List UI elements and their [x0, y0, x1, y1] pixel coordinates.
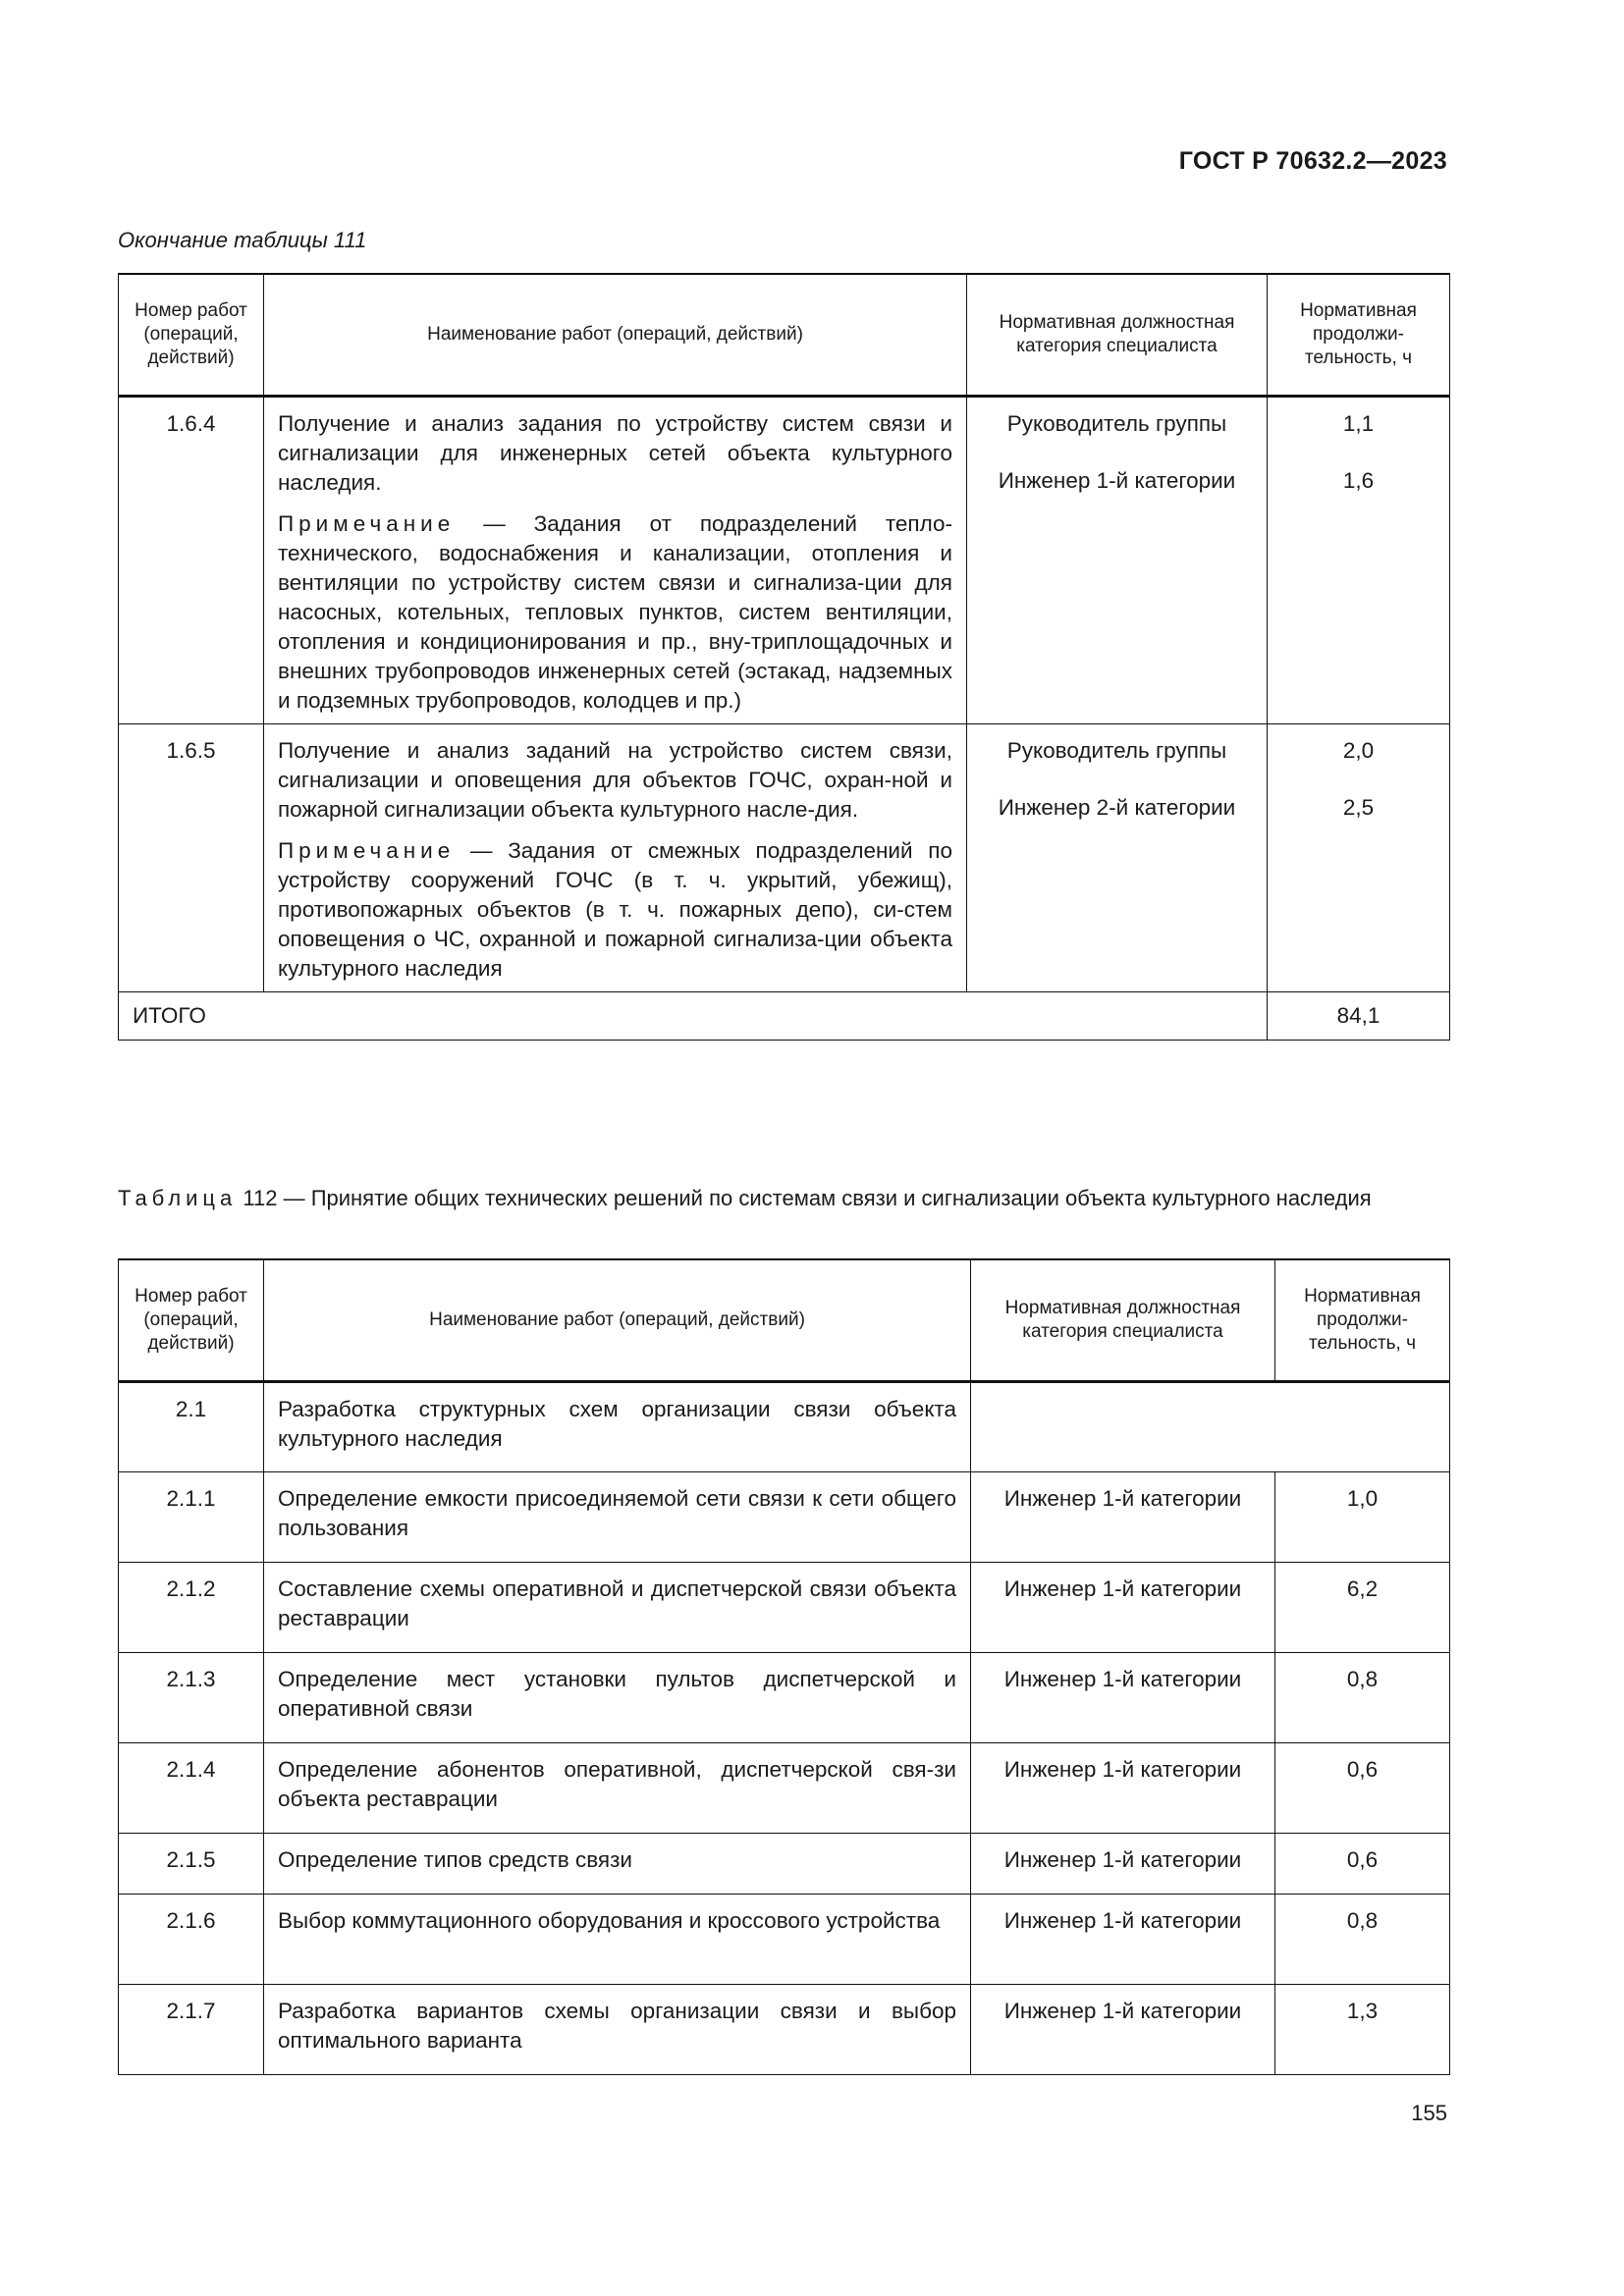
table-row [119, 396, 1450, 723]
row-number: 1.6.5 [119, 723, 264, 991]
row-work-name [264, 723, 967, 991]
table-row [119, 1833, 1450, 1894]
row-work-name [264, 396, 967, 723]
row-work-name: Разработка вариантов схемы организации связи и выбор оптимального варианта [264, 1984, 971, 2074]
row-duration: 6,2 [1275, 1562, 1450, 1652]
row-number: 2.1.4 [119, 1742, 264, 1833]
total-row [119, 991, 1450, 1040]
table-row [119, 1562, 1450, 1652]
row-number: 2.1.1 [119, 1471, 264, 1562]
table112-caption-label: Таблица [118, 1186, 238, 1210]
row-category [967, 396, 1268, 723]
row-duration: 0,8 [1275, 1652, 1450, 1742]
duration-value: 2,0 [1342, 737, 1375, 763]
table-row [119, 1471, 1450, 1562]
table-header-row [119, 1259, 1450, 1381]
duration-value: 1,6 [1342, 467, 1375, 493]
col-header-category: Нормативная должностная категория специалиста [967, 274, 1268, 396]
duration-value: 2,5 [1342, 794, 1375, 820]
col-header-category: Нормативная должностная категория специалиста [971, 1259, 1275, 1381]
work-description: Получение и анализ заданий на устройство систем связи, сигнализации и оповещения для объектов ГОЧС, охран-ной и пожарной сигнализации объекта культурного насле-дия. [278, 737, 952, 822]
note-text: — Задания от смежных подразделений по устройству сооружений ГОЧС (в т. ч. укрытий, убежищ), противопожарных объектов (в т. ч. пожарных депо), си-стем оповещения о ЧС, охранной и пожарной сигнализа-ции объекта культурного наследия [278, 837, 952, 981]
row-duration: 1,3 [1275, 1984, 1450, 2074]
row-category: Инженер 1-й категории [971, 1894, 1275, 1984]
row-category: Инженер 1-й категории [971, 1742, 1275, 1833]
row-number: 1.6.4 [119, 396, 264, 723]
row-duration [1268, 723, 1450, 991]
row-duration: 0,6 [1275, 1833, 1450, 1894]
work-note [278, 836, 952, 984]
table-row [119, 1742, 1450, 1833]
work-description: Получение и анализ задания по устройству систем связи и сигнализации для инженерных сетей объекта культурного наследия. [278, 410, 952, 495]
row-number: 2.1.5 [119, 1833, 264, 1894]
row-duration [1268, 396, 1450, 723]
duration-value: 1,1 [1342, 410, 1375, 436]
table-row [119, 1652, 1450, 1742]
table-111 [118, 273, 1450, 1041]
col-header-num: Номер работ (операций, действий) [119, 274, 264, 396]
row-duration: 0,6 [1275, 1742, 1450, 1833]
table-row [119, 723, 1450, 991]
total-value: 84,1 [1268, 991, 1450, 1040]
row-category: Инженер 1-й категории [971, 1562, 1275, 1652]
table-header-row [119, 274, 1450, 396]
row-duration: 1,0 [1275, 1471, 1450, 1562]
table-row [119, 1381, 1450, 1471]
row-number: 2.1 [119, 1381, 264, 1471]
col-header-name: Наименование работ (операций, действий) [264, 1259, 971, 1381]
row-number: 2.1.2 [119, 1562, 264, 1652]
category-value: Инженер 2-й категории [998, 794, 1236, 820]
row-empty-cells [971, 1381, 1450, 1471]
row-category: Инженер 1-й категории [971, 1833, 1275, 1894]
page-number: 155 [1411, 2101, 1447, 2125]
row-work-name: Определение мест установки пультов диспетчерской и оперативной связи [264, 1652, 971, 1742]
row-number: 2.1.3 [119, 1652, 264, 1742]
col-header-duration: Нормативная продолжи-тельность, ч [1275, 1259, 1450, 1381]
document-code: ГОСТ Р 70632.2—2023 [1178, 147, 1447, 175]
table111-continuation-caption: Окончание таблицы 111 [118, 228, 367, 252]
row-work-name: Определение емкости присоединяемой сети связи к сети общего пользования [264, 1471, 971, 1562]
row-duration: 0,8 [1275, 1894, 1450, 1984]
col-header-num: Номер работ (операций, действий) [119, 1259, 264, 1381]
note-label: Примечание [278, 510, 456, 536]
row-number: 2.1.6 [119, 1894, 264, 1984]
total-label: ИТОГО [119, 991, 1268, 1040]
row-work-name: Разработка структурных схем организации связи объекта культурного наследия [264, 1381, 971, 1471]
table-row [119, 1894, 1450, 1984]
row-category: Инженер 1-й категории [971, 1652, 1275, 1742]
note-text: — Задания от подразделений тепло-технического, водоснабжения и канализации, отопления и вентиляции по устройству систем связи и сигнализа-ции для насосных, котельных, тепловых пунктов, систем вентиляции, отопления и кондиционирования и пр., вну-триплощадочных и внешних трубопроводов инженерных сетей (эстакад, надземных и подземных трубопроводов, колодцев и пр.) [278, 510, 952, 713]
table112-caption [118, 1184, 1448, 1213]
category-value: Инженер 1-й категории [998, 467, 1236, 493]
col-header-name: Наименование работ (операций, действий) [264, 274, 967, 396]
row-work-name: Выбор коммутационного оборудования и кроссового устройства [264, 1894, 971, 1984]
table-row [119, 1984, 1450, 2074]
table112-caption-text: 112 — Принятие общих технических решений по системам связи и сигнализации объекта культурного наследия [243, 1186, 1372, 1210]
row-number: 2.1.7 [119, 1984, 264, 2074]
row-category [967, 723, 1268, 991]
row-work-name: Определение типов средств связи [264, 1833, 971, 1894]
col-header-duration: Нормативная продолжи-тельность, ч [1268, 274, 1450, 396]
category-value: Руководитель группы [1006, 737, 1227, 763]
row-category: Инженер 1-й категории [971, 1984, 1275, 2074]
table-112 [118, 1258, 1450, 2075]
row-category: Инженер 1-й категории [971, 1471, 1275, 1562]
row-work-name: Составление схемы оперативной и диспетчерской связи объекта реставрации [264, 1562, 971, 1652]
work-note [278, 509, 952, 716]
row-work-name: Определение абонентов оперативной, диспетчерской свя-зи объекта реставрации [264, 1742, 971, 1833]
category-value: Руководитель группы [1006, 410, 1227, 436]
note-label: Примечание [278, 837, 456, 863]
